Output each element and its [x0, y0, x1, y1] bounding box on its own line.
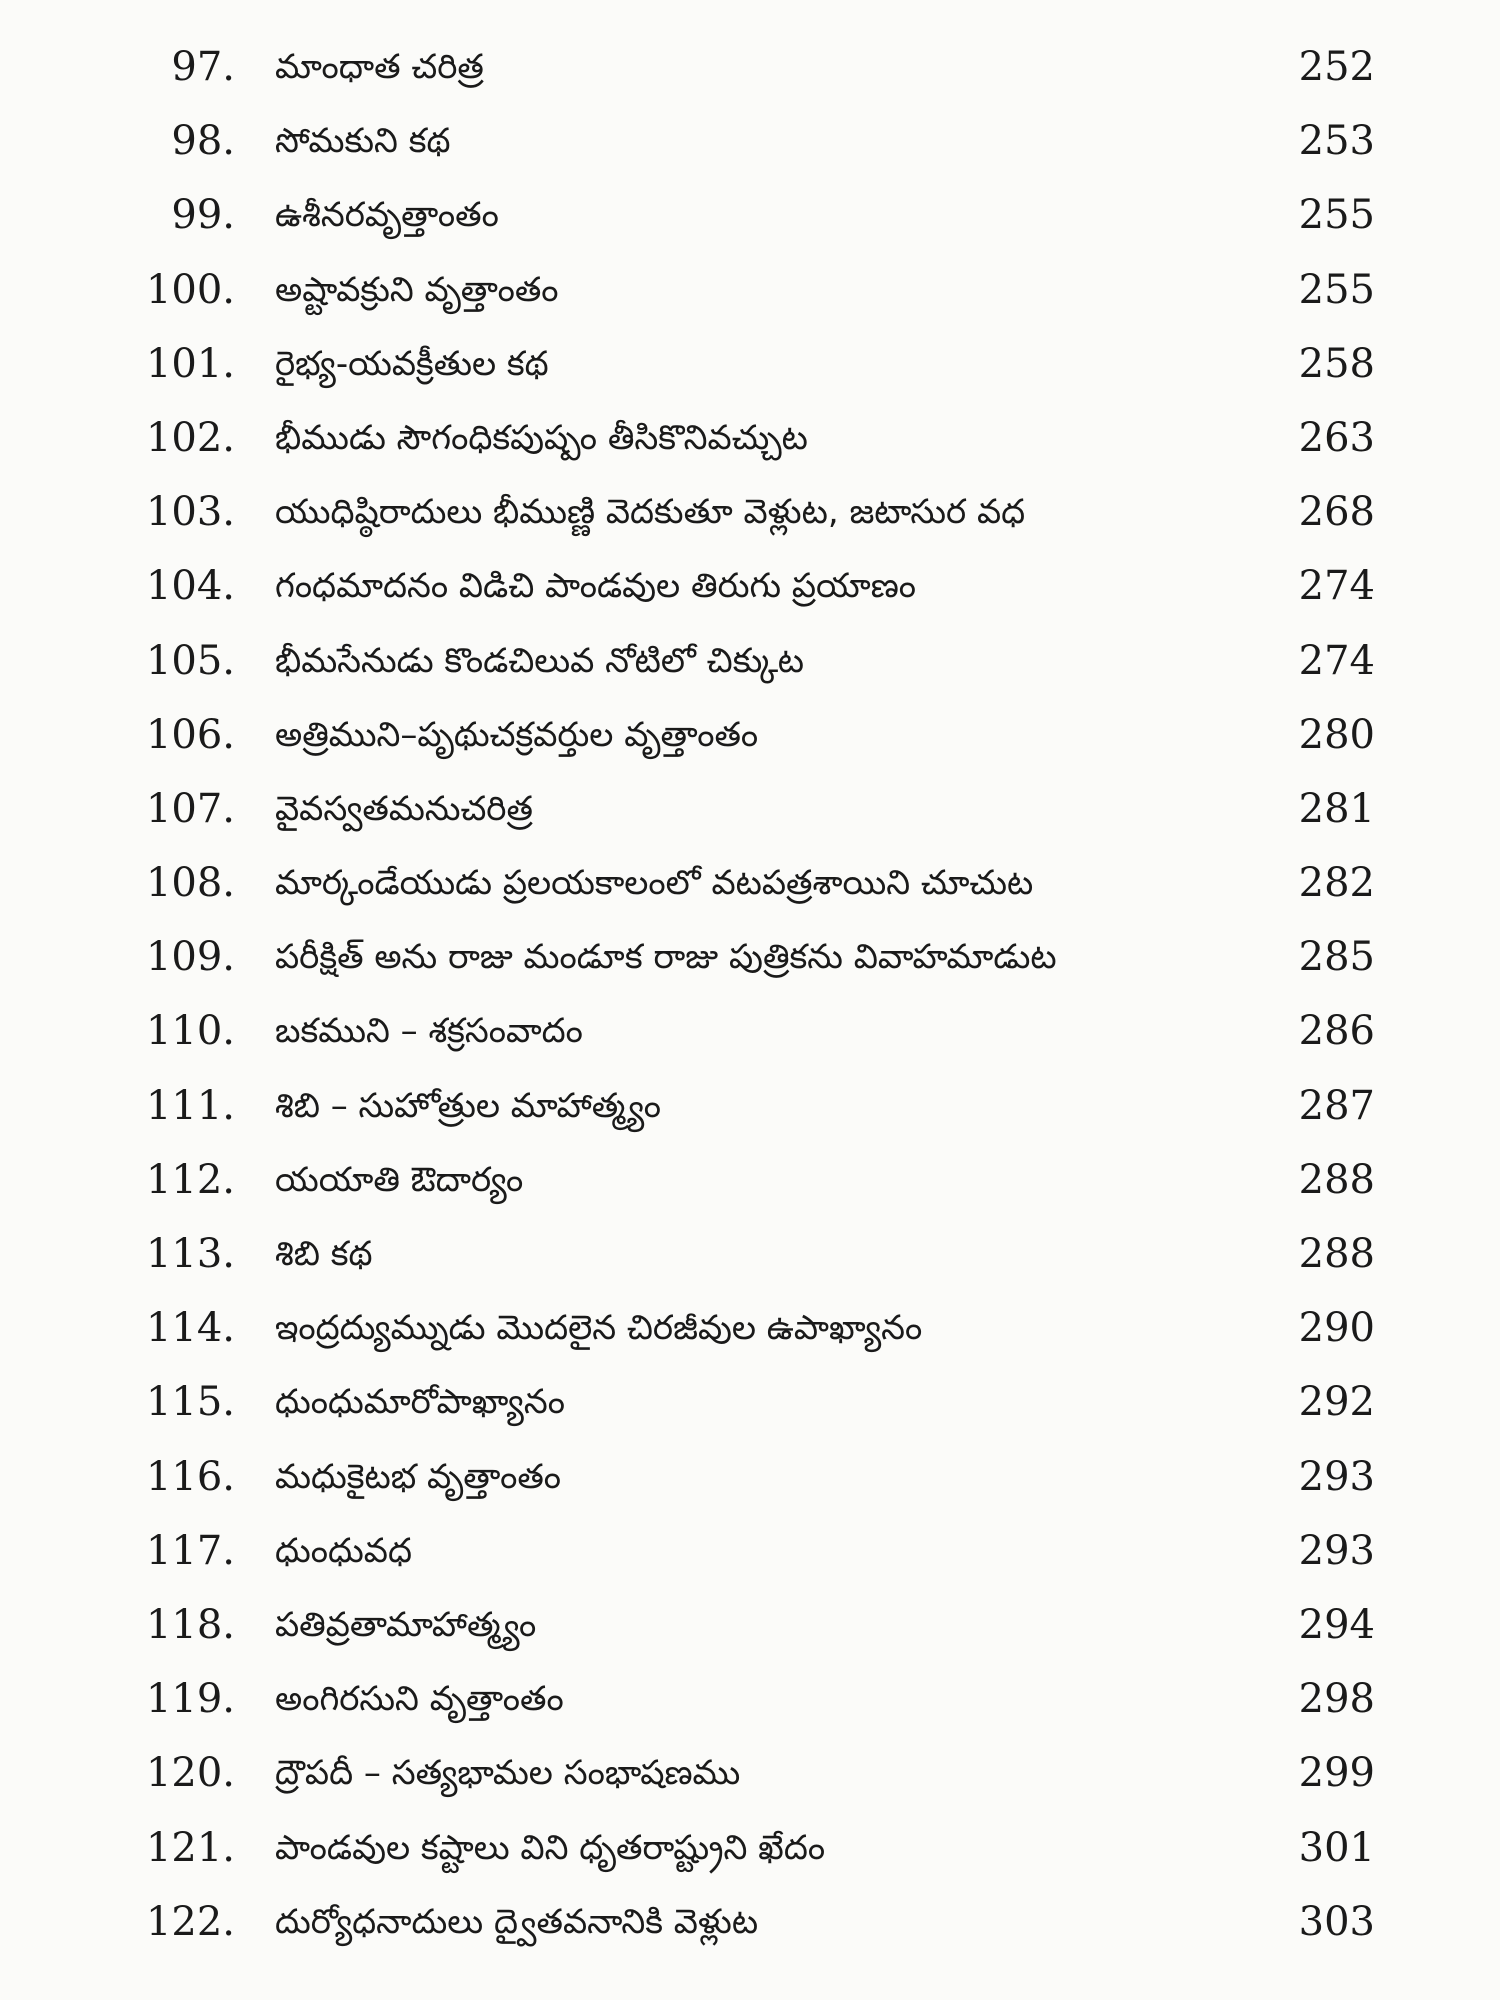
toc-entry-117 — [0, 1514, 1500, 1588]
toc-entry-101 — [0, 327, 1500, 401]
toc-entry-114 — [0, 1291, 1500, 1365]
toc-entry-107 — [0, 772, 1500, 846]
entry-title: ఇంద్రద్యుమ్నుడు మొదలైన చిరజీవుల ఉపాఖ్యానం — [275, 1308, 923, 1349]
toc-entry-111 — [0, 1069, 1500, 1143]
entry-title: రైభ్య-యవక్రీతుల కథ — [275, 343, 549, 384]
entry-page-number: 292 — [1298, 1379, 1375, 1426]
entry-number: 115. — [145, 1379, 235, 1426]
entry-page-number: 252 — [1298, 44, 1375, 90]
entry-page-number: 293 — [1298, 1453, 1375, 1500]
entry-title: భీమసేనుడు కొండచిలువ నోటిలో చిక్కుట — [275, 640, 805, 681]
entry-number: 107. — [145, 785, 235, 832]
toc-entry-120 — [0, 1736, 1500, 1810]
entry-title: ద్రౌపదీ – సత్యభామల సంభాషణము — [275, 1753, 741, 1794]
toc-entry-97 — [0, 30, 1500, 104]
entry-number: 117. — [145, 1527, 235, 1574]
entry-title: గంధమాదనం విడిచి పాండవుల తిరుగు ప్రయాణం — [275, 566, 917, 607]
toc-entry-118 — [0, 1588, 1500, 1662]
entry-title: అత్రిముని–పృథుచక్రవర్తుల వృత్తాంతం — [275, 714, 759, 755]
toc-entry-113 — [0, 1217, 1500, 1291]
entry-page-number: 280 — [1298, 711, 1375, 758]
entry-number: 99. — [171, 192, 235, 239]
entry-title: అంగిరసుని వృత్తాంతం — [275, 1679, 564, 1720]
entry-title: పరీక్షిత్ అను రాజు మండూక రాజు పుత్రికను వివాహమాడుట — [275, 937, 1057, 978]
toc-entry-115 — [0, 1365, 1500, 1439]
entry-page-number: 274 — [1298, 637, 1375, 684]
entry-number: 104. — [145, 563, 235, 610]
entry-title: సోమకుని కథ — [275, 121, 451, 162]
toc-entry-104 — [0, 549, 1500, 623]
entry-title: వైవస్వతమనుచరిత్ర — [275, 788, 533, 829]
toc-entry-116 — [0, 1440, 1500, 1514]
entry-page-number: 288 — [1298, 1156, 1375, 1203]
entry-page-number: 286 — [1298, 1008, 1375, 1055]
toc-entry-110 — [0, 994, 1500, 1068]
toc-entry-108 — [0, 846, 1500, 920]
entry-number: 97. — [171, 44, 235, 90]
entry-number: 111. — [145, 1082, 235, 1129]
toc-entry-106 — [0, 698, 1500, 772]
entry-number: 103. — [145, 489, 235, 536]
entry-page-number: 288 — [1298, 1231, 1375, 1277]
entry-number: 120. — [145, 1750, 235, 1797]
entry-title: యయాతి ఔదార్యం — [275, 1159, 524, 1200]
entry-number: 116. — [145, 1453, 235, 1500]
entry-title: పతివ్రతామాహాత్మ్యం — [275, 1604, 537, 1645]
toc-entry-109 — [0, 920, 1500, 994]
entry-page-number: 258 — [1298, 340, 1375, 387]
toc-entry-103 — [0, 475, 1500, 549]
entry-page-number: 268 — [1298, 489, 1375, 536]
entry-number: 105. — [145, 637, 235, 684]
entry-number: 122. — [145, 1898, 235, 1945]
entry-title: బకముని – శక్రసంవాదం — [275, 1011, 583, 1052]
entry-number: 114. — [145, 1305, 235, 1352]
entry-page-number: 282 — [1298, 860, 1375, 907]
entry-number: 113. — [145, 1231, 235, 1277]
entry-number: 102. — [145, 414, 235, 461]
entry-title: యుధిష్ఠిరాదులు భీముణ్ణి వెదకుతూ వెళ్లుట, జటాసుర వధ — [275, 492, 1026, 533]
entry-number: 109. — [145, 934, 235, 981]
entry-page-number: 301 — [1298, 1824, 1375, 1871]
entry-page-number: 287 — [1298, 1082, 1375, 1129]
entry-title: ధుంధువధ — [275, 1530, 412, 1571]
entry-page-number: 274 — [1298, 563, 1375, 610]
entry-page-number: 294 — [1298, 1601, 1375, 1648]
entry-number: 112. — [145, 1156, 235, 1203]
toc-entry-102 — [0, 401, 1500, 475]
entry-title: ధుంధుమారోపాఖ్యానం — [275, 1382, 565, 1423]
entry-page-number: 281 — [1298, 785, 1375, 832]
table-of-contents — [0, 30, 1500, 1959]
entry-page-number: 293 — [1298, 1527, 1375, 1574]
entry-page-number: 299 — [1298, 1750, 1375, 1797]
entry-number: 98. — [171, 118, 235, 165]
toc-entry-119 — [0, 1662, 1500, 1736]
toc-entry-121 — [0, 1811, 1500, 1885]
entry-page-number: 255 — [1298, 266, 1375, 313]
entry-number: 101. — [145, 340, 235, 387]
entry-number: 110. — [145, 1008, 235, 1055]
entry-title: మాంధాత చరిత్ర — [275, 47, 484, 87]
toc-entry-105 — [0, 624, 1500, 698]
entry-number: 106. — [145, 711, 235, 758]
entry-number: 118. — [145, 1601, 235, 1648]
toc-entry-98 — [0, 104, 1500, 178]
entry-number: 121. — [145, 1824, 235, 1871]
entry-title: మధుకైటభ వృత్తాంతం — [275, 1456, 562, 1497]
entry-title: పాండవుల కష్టాలు విని ధృతరాష్ట్రుని ఖేదం — [275, 1827, 826, 1868]
entry-number: 100. — [145, 266, 235, 313]
entry-title: భీముడు సౌగంధికపుష్పం తీసికొనివచ్చుట — [275, 417, 808, 458]
entry-title: అష్టావక్రుని వృత్తాంతం — [275, 269, 559, 310]
toc-entry-99 — [0, 178, 1500, 252]
entry-title: శిబి – సుహోత్రుల మాహాత్మ్యం — [275, 1085, 661, 1126]
entry-page-number: 285 — [1298, 934, 1375, 981]
entry-page-number: 253 — [1298, 118, 1375, 165]
entry-page-number: 303 — [1298, 1898, 1375, 1945]
entry-page-number: 298 — [1298, 1676, 1375, 1723]
entry-number: 119. — [145, 1676, 235, 1723]
entry-page-number: 290 — [1298, 1305, 1375, 1352]
entry-title: దుర్యోధనాదులు ద్వైతవనానికి వెళ్లుట — [275, 1901, 759, 1942]
toc-entry-122 — [0, 1885, 1500, 1959]
entry-page-number: 263 — [1298, 414, 1375, 461]
toc-entry-112 — [0, 1143, 1500, 1217]
entry-title: శిబి కథ — [275, 1234, 373, 1274]
entry-title: ఉశీనరవృత్తాంతం — [275, 195, 499, 236]
entry-number: 108. — [145, 860, 235, 907]
entry-page-number: 255 — [1298, 192, 1375, 239]
entry-title: మార్కండేయుడు ప్రలయకాలంలో వటపత్రశాయిని చూచుట — [275, 863, 1034, 904]
toc-entry-100 — [0, 253, 1500, 327]
